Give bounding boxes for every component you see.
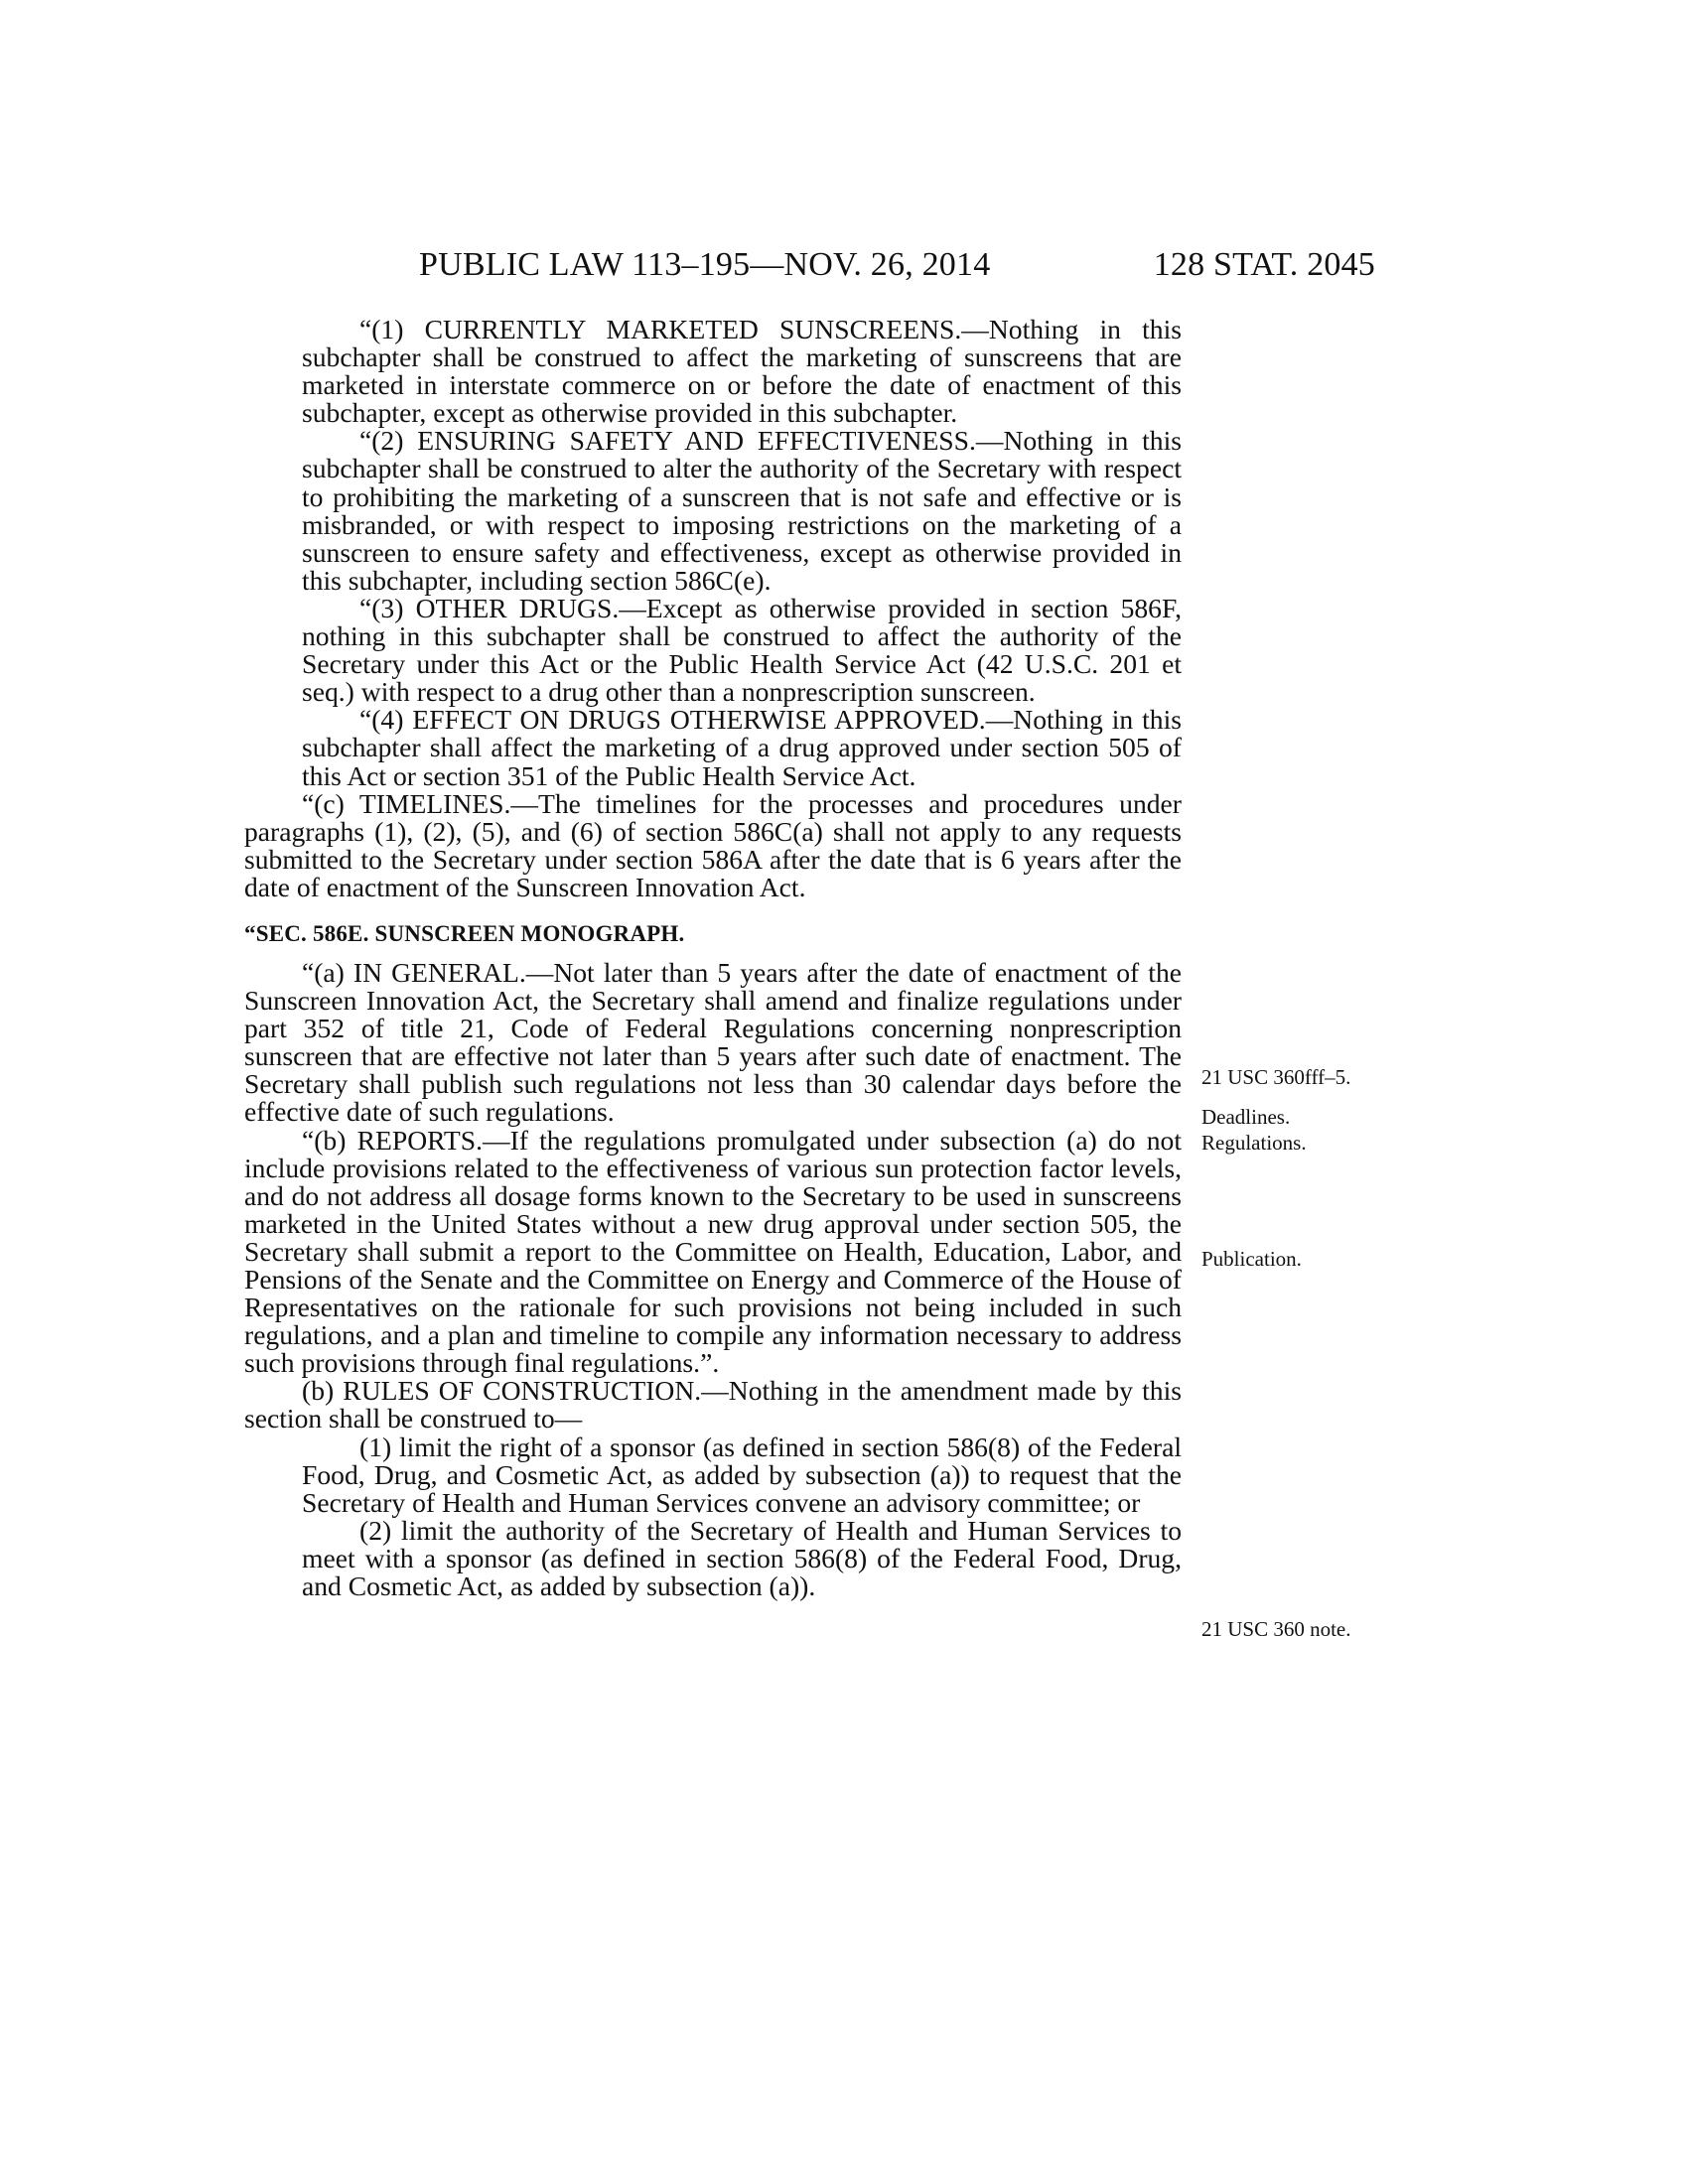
paragraph-rule-2: (2) limit the authority of the Secretary of Health and Human Services to meet with a sponsor (as defined in section 586(8) of the Federal Food, Drug, and Cosmetic Act, as added by subsection (a)). <box>302 1514 1182 1602</box>
paragraph-in-general: “(a) IN GENERAL.—Not later than 5 years after the date of enactment of the Sunscreen Innovation Act, the Secretary shall amend and finalize regulations under part 352 of title 21, Code of Federal Regulations concerning nonprescription sunscreen that are effective not later than 5 years after such date of enactment. The Secretary shall publish such regulations not less than 30 calendar days before the effective date of such regulations. <box>244 956 1182 1128</box>
margin-note-publication: Publication. <box>1201 1247 1302 1271</box>
margin-note-deadlines: Deadlines. <box>1201 1105 1291 1129</box>
paragraph-currently-marketed: “(1) CURRENTLY MARKETED SUNSCREENS.—Nothing in this subchapter shall be construed to affect the marketing of sunscreens that are marketed in interstate commerce on or before the date of enactment of this subchapter, except as otherwise provided in this subchapter. <box>302 314 1182 429</box>
statute-page-number: 128 STAT. 2045 <box>1153 246 1375 283</box>
paragraph-ensuring-safety: “(2) ENSURING SAFETY AND EFFECTIVENESS.—Nothing in this subchapter shall be construed to alter the authority of the Secretary with respect to prohibiting the marketing of a sunscreen that is not safe and effective or is misbranded, or with respect to imposing restrictions on the marketing of a sunscreen to ensure safety and effectiveness, except as otherwise provided in this subchapter, including section 586C(e). <box>302 425 1182 596</box>
page-header <box>298 246 1375 290</box>
paragraph-effect-on-drugs: “(4) EFFECT ON DRUGS OTHERWISE APPROVED.—Nothing in this subchapter shall affect the marketing of a drug approved under section 505 of this Act or section 351 of the Public Health Service Act. <box>302 704 1182 791</box>
section-heading: “SEC. 586E. SUNSCREEN MONOGRAPH. <box>244 920 685 946</box>
margin-note-regulations: Regulations. <box>1201 1131 1307 1155</box>
paragraph-timelines: “(c) TIMELINES.—The timelines for the processes and procedures under paragraphs (1), (2), (5), and (6) of section 586C(a) shall not apply to any requests submitted to the Secretary under section 586A after the date that is 6 years after the date of enactment of the Sunscreen Innovation Act. <box>244 787 1182 902</box>
paragraph-other-drugs: “(3) OTHER DRUGS.—Except as otherwise provided in section 586F, nothing in this subchapter shall be construed to affect the authority of the Secretary under this Act or the Public Health Service Act (42 U.S.C. 201 et seq.) with respect to a drug other than a nonprescription sunscreen. <box>302 592 1182 708</box>
paragraph-rules-of-construction: (b) RULES OF CONSTRUCTION.—Nothing in the amendment made by this section shall be construed to— <box>244 1375 1182 1434</box>
margin-note-usc-note: 21 USC 360 note. <box>1201 1617 1351 1641</box>
body-text <box>244 314 1182 1602</box>
paragraph-rule-1: (1) limit the right of a sponsor (as defined in section 586(8) of the Federal Food, Drug, and Cosmetic Act, as added by subsection (a)) to request that the Secretary of Health and Human Services convene an advisory committee; or <box>302 1431 1182 1518</box>
margin-note-usc-586e: 21 USC 360fff–5. <box>1201 1065 1351 1089</box>
public-law-title: PUBLIC LAW 113–195—NOV. 26, 2014 <box>419 246 991 283</box>
paragraph-reports: “(b) REPORTS.—If the regulations promulgated under subsection (a) do not include provisions related to the effectiveness of various sun protection factor levels, and do not address all dosage forms known to the Secretary to be used in sunscreens marketed in the United States without a new drug approval under section 505, the Secretary shall submit a report to the Committee on Health, Education, Labor, and Pensions of the Senate and the Committee on Energy and Commerce of the House of Representatives on the rationale for such provisions not being included in such regulations, and a plan and timeline to compile any information necessary to address such provisions through final regulations.”. <box>244 1124 1182 1379</box>
